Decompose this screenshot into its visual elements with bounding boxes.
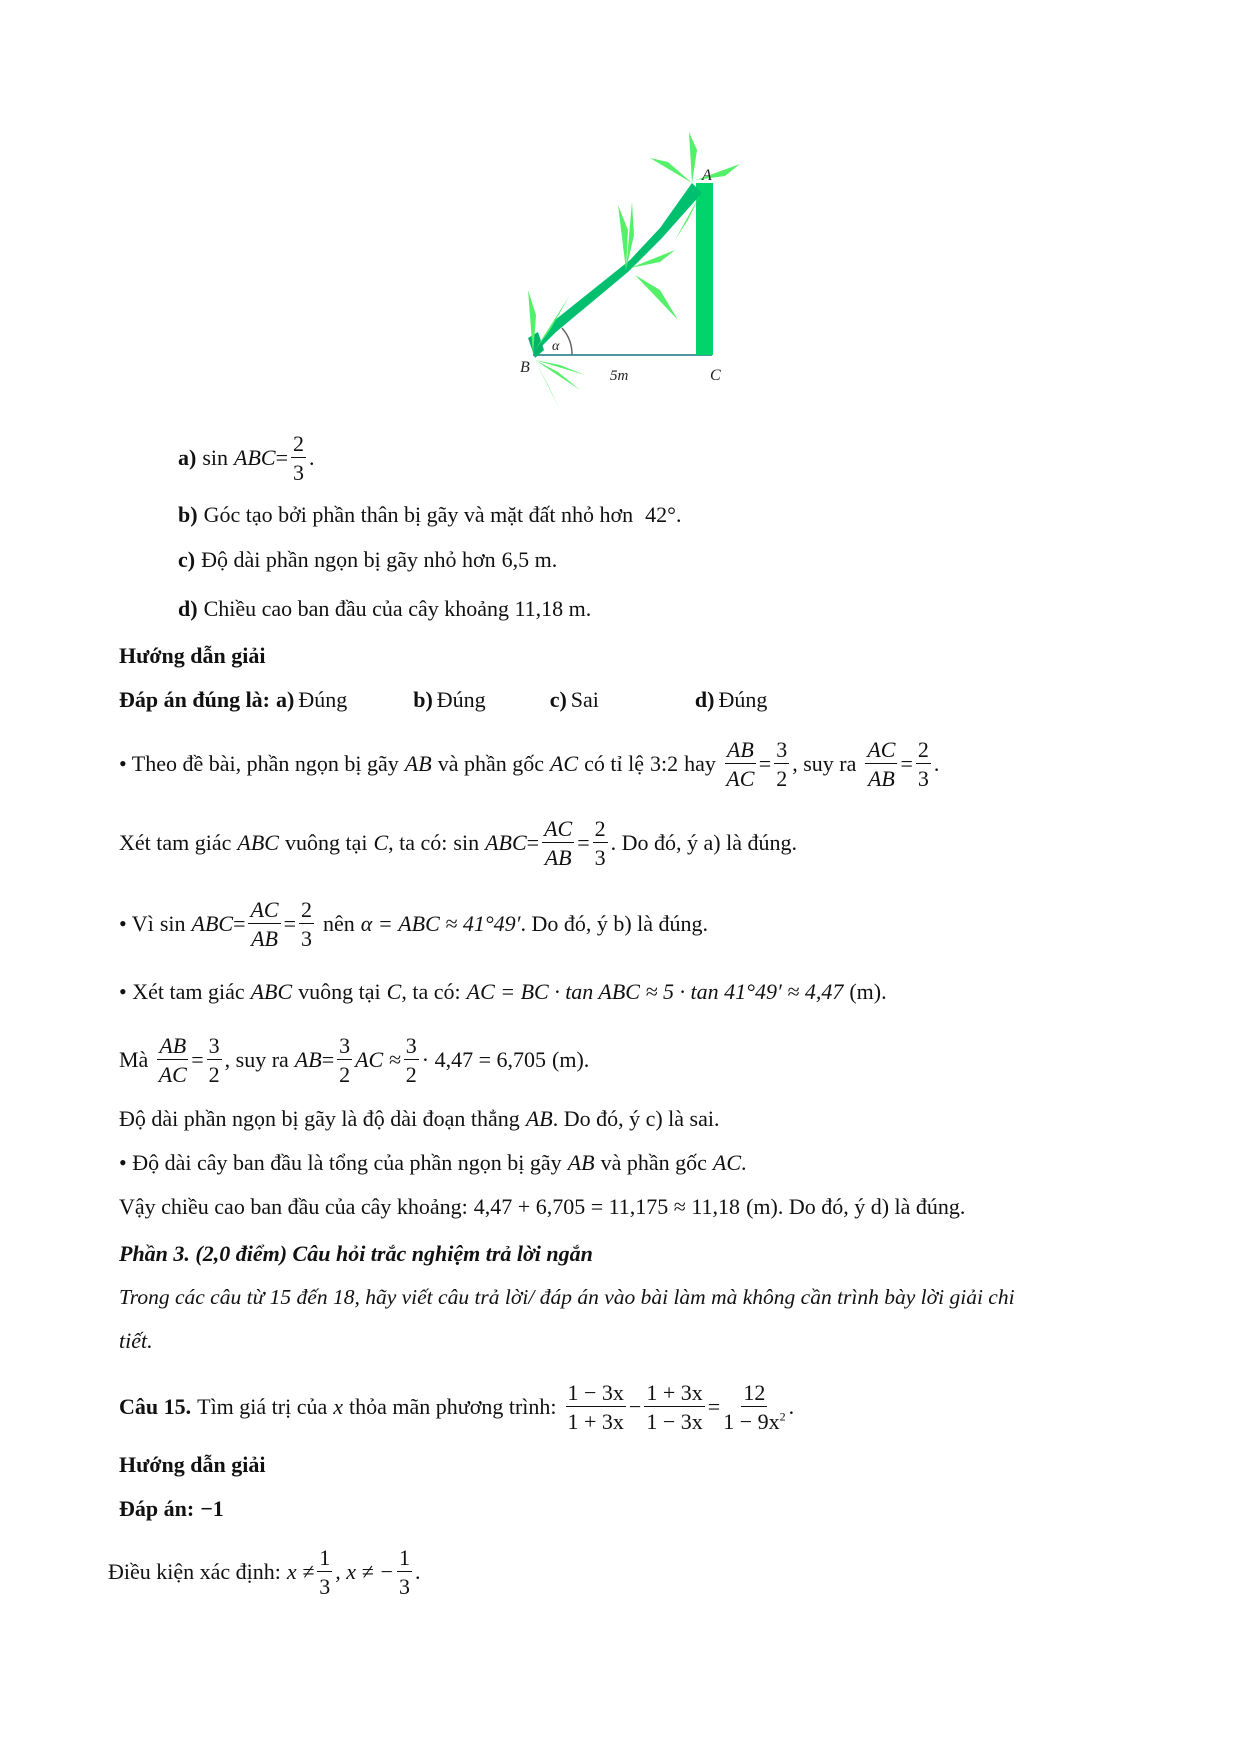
part3-instructions-line2: tiết.: [119, 1328, 153, 1353]
option-d-text: Chiều cao ban đầu của cây khoảng 11,18 m.: [203, 596, 592, 621]
q15-answer-value: −1: [200, 1496, 224, 1521]
broken-top-ab: [533, 183, 702, 355]
solution-line-1: • Theo đề bài, phần ngọn bị gãy AB và phần gốc AC có tỉ lệ 3:2 hay $\frac{AB}{AC}$ = $\frac{3}{2}$ , suy ra $\frac{AC}{AB}$ = $\frac{2}{3}$ .: [119, 737, 940, 792]
answer-b: Đúng: [436, 687, 486, 712]
solution-line-3: • Vì sin ABC = $\frac{AC}{AB}$ = $\frac{2}{3}$ nên α = ABC ≈ 41°49′ . Do đó, ý b) là đúng.: [119, 897, 709, 952]
option-b-value: 42°: [645, 502, 676, 527]
option-c-text: Độ dài phần ngọn bị gãy nhỏ hơn: [201, 547, 496, 572]
option-d: [178, 598, 591, 620]
q15-solution-heading: Hướng dẫn giải: [119, 1452, 266, 1477]
broken-bamboo-figure: [500, 110, 760, 420]
solution-line-5: Mà $\frac{AB}{AC}$ = $\frac{3}{2}$ , suy ra AB = $\frac{3}{2}$ AC ≈ $\frac{3}{2}$ · 4,47 = 6,705 (m).: [119, 1033, 590, 1088]
label-b: B: [520, 359, 530, 376]
answer-key-label: Đáp án đúng là:: [119, 687, 271, 712]
option-b: b) Góc tạo bởi phần thân bị gãy và mặt đất nhỏ hơn 42° .: [178, 502, 682, 527]
option-a-label: a): [178, 445, 197, 471]
solution-line-6: Độ dài phần ngọn bị gãy là độ dài đoạn thẳng AB . Do đó, ý c) là sai.: [119, 1106, 720, 1131]
option-c-label: c): [178, 547, 196, 572]
option-a-fraction: $\frac{2}{3}$: [293, 431, 304, 486]
question-15: Câu 15. Tìm giá trị của x thỏa mãn phương trình: $\frac{1 - 3x}{1 + 3x}$ − $\frac{1 + 3x}{1 - 3x}$ = $\frac{12}{1 - 9x^2}$ .: [119, 1380, 795, 1435]
option-c-value: 6,5 m.: [501, 547, 558, 572]
q15-domain-condition: Điều kiện xác định: x ≠ $\frac{1}{3}$ , x ≠ − $\frac{1}{3}$ .: [108, 1545, 421, 1600]
q15-answer: Đáp án: −1: [119, 1496, 224, 1521]
option-a-sin: sin: [202, 445, 229, 471]
solution-line-2: Xét tam giác ABC vuông tại C , ta có: sin ABC = $\frac{AC}{AB}$ = $\frac{2}{3}$ . Do đó, ý a) là đúng.: [119, 816, 797, 871]
option-a-var: ABC: [234, 445, 276, 471]
option-a: a) sin ABC = $\frac{2}{3}$ .: [178, 431, 315, 486]
stem-ac: [696, 183, 713, 355]
answer-c: Sai: [570, 687, 599, 712]
label-alpha: α: [552, 339, 560, 354]
option-b-label: b): [178, 502, 198, 527]
solution-line-4: • Xét tam giác ABC vuông tại C , ta có: AC = BC · tan ABC ≈ 5 · tan 41°49′ ≈ 4,47 (m).: [119, 979, 887, 1004]
label-c: C: [710, 367, 721, 384]
label-base-length: 5m: [610, 368, 629, 384]
angle-alpha-arc: [562, 328, 572, 355]
option-b-text: Góc tạo bởi phần thân bị gãy và mặt đất nhỏ hơn: [203, 502, 634, 527]
part3-title: Phần 3. (2,0 điểm) Câu hỏi trắc nghiệm trả lời ngắn: [119, 1241, 593, 1266]
solution-line-7: • Độ dài cây ban đầu là tổng của phần ngọn bị gãy AB và phần gốc AC .: [119, 1150, 747, 1175]
option-a-eq: =: [275, 445, 288, 471]
solution-line-8: Vậy chiều cao ban đầu của cây khoảng: 4,47 + 6,705 = 11,175 ≈ 11,18 (m). Do đó, ý d) là đúng.: [119, 1194, 966, 1219]
answer-a: Đúng: [298, 687, 348, 712]
question-15-label: Câu 15.: [119, 1394, 192, 1420]
answer-d: Đúng: [718, 687, 768, 712]
solution-heading: Hướng dẫn giải: [119, 643, 266, 668]
option-d-label: d): [178, 596, 198, 621]
option-c: [178, 549, 557, 571]
answer-key: Đáp án đúng là: a) Đúng b) Đúng c) Sai d) Đúng: [119, 687, 768, 712]
part3-instructions-line1: Trong các câu từ 15 đến 18, hãy viết câu trả lời/ đáp án vào bài làm mà không cần trình bày lời giải chi: [119, 1285, 1015, 1309]
label-a: A: [702, 167, 712, 184]
